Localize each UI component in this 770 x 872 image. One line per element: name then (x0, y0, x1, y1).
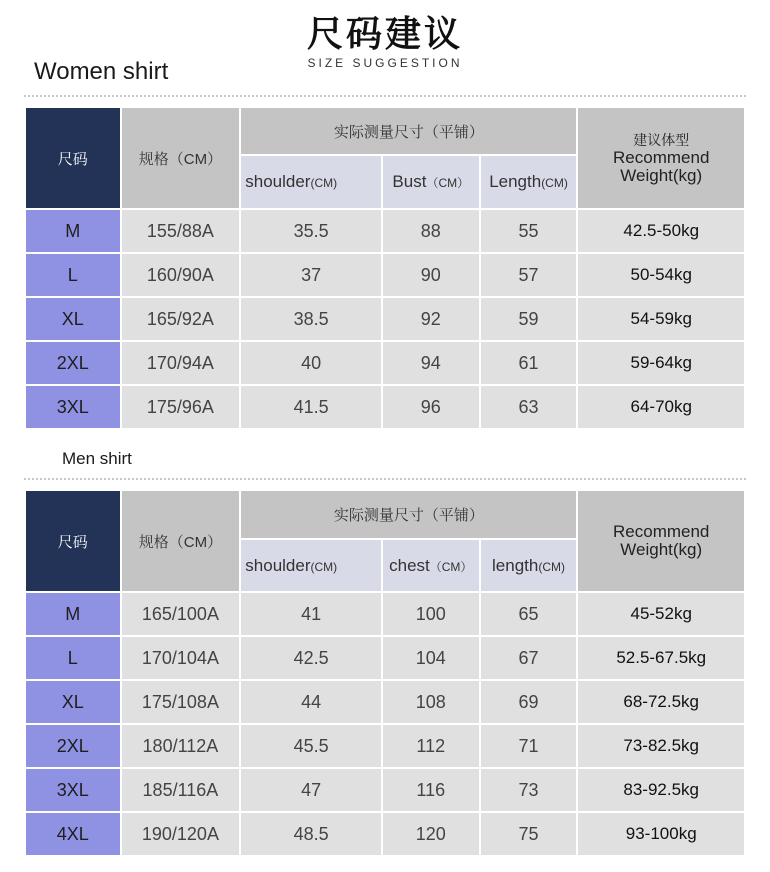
weight-cell: 59-64kg (578, 342, 744, 384)
spec-cell: 170/104A (122, 637, 240, 679)
men-section-label: Men shirt (62, 449, 132, 468)
spec-header: 规格（CM） (122, 491, 240, 591)
spec-cell: 185/116A (122, 769, 240, 811)
measure-header: 实际测量尺寸（平铺） (241, 491, 576, 538)
shoulder-cell: 41 (241, 593, 381, 635)
length-cell: 75 (481, 813, 577, 855)
bust-cell: 96 (383, 386, 479, 428)
shoulder-header: shoulder(CM) (241, 540, 381, 591)
length-cell: 63 (481, 386, 577, 428)
table-row (26, 210, 744, 252)
length-cell: 71 (481, 725, 577, 767)
divider (24, 478, 746, 480)
spec-cell: 165/92A (122, 298, 240, 340)
size-cell: M (26, 593, 120, 635)
size-cell: 3XL (26, 769, 120, 811)
women-section-label: Women shirt (34, 58, 169, 85)
shoulder-cell: 45.5 (241, 725, 381, 767)
size-cell: 2XL (26, 725, 120, 767)
weight-cell: 93-100kg (578, 813, 744, 855)
table-row (26, 298, 744, 340)
shoulder-cell: 44 (241, 681, 381, 723)
weight-header: Recommend Weight(kg) (578, 491, 744, 591)
weight-cell: 73-82.5kg (578, 725, 744, 767)
size-cell: 3XL (26, 386, 120, 428)
weight-cell: 45-52kg (578, 593, 744, 635)
spec-cell: 175/108A (122, 681, 240, 723)
chest-cell: 116 (383, 769, 479, 811)
weight-cell: 52.5-67.5kg (578, 637, 744, 679)
length-cell: 57 (481, 254, 577, 296)
chest-cell: 112 (383, 725, 479, 767)
page-title: 尺码建议 (306, 14, 463, 55)
length-cell: 65 (481, 593, 577, 635)
table-row (26, 681, 744, 723)
size-header: 尺码 (26, 108, 120, 208)
women-size-table (24, 106, 746, 430)
length-header: Length(CM) (481, 156, 577, 208)
length-cell: 59 (481, 298, 577, 340)
spec-cell: 165/100A (122, 593, 240, 635)
spec-cell: 155/88A (122, 210, 240, 252)
table-row (26, 813, 744, 855)
measure-header: 实际测量尺寸（平铺） (241, 108, 576, 154)
spec-cell: 175/96A (122, 386, 240, 428)
table-row (26, 593, 744, 635)
weight-cell: 83-92.5kg (578, 769, 744, 811)
shoulder-cell: 38.5 (241, 298, 381, 340)
size-cell: 2XL (26, 342, 120, 384)
bust-header: Bust（CM） (383, 156, 479, 208)
shoulder-cell: 35.5 (241, 210, 381, 252)
chest-cell: 100 (383, 593, 479, 635)
spec-cell: 160/90A (122, 254, 240, 296)
table-row (26, 769, 744, 811)
weight-header-en: Recommend Weight(kg) (613, 148, 710, 185)
length-header: length(CM) (481, 540, 577, 591)
spec-cell: 170/94A (122, 342, 240, 384)
size-cell: XL (26, 298, 120, 340)
size-cell: L (26, 254, 120, 296)
chest-cell: 120 (383, 813, 479, 855)
weight-header (578, 108, 744, 208)
bust-cell: 90 (383, 254, 479, 296)
size-cell: L (26, 637, 120, 679)
chest-header: chest（CM） (383, 540, 479, 591)
shoulder-cell: 48.5 (241, 813, 381, 855)
size-header: 尺码 (26, 491, 120, 591)
table-row (26, 725, 744, 767)
weight-cell: 54-59kg (578, 298, 744, 340)
chest-cell: 108 (383, 681, 479, 723)
shoulder-cell: 37 (241, 254, 381, 296)
size-cell: XL (26, 681, 120, 723)
weight-cell: 68-72.5kg (578, 681, 744, 723)
shoulder-cell: 47 (241, 769, 381, 811)
weight-cell: 64-70kg (578, 386, 744, 428)
table-row (26, 637, 744, 679)
length-cell: 55 (481, 210, 577, 252)
weight-cell: 42.5-50kg (578, 210, 744, 252)
bust-cell: 88 (383, 210, 479, 252)
table-row (26, 342, 744, 384)
weight-header-cn: 建议体型 (633, 132, 690, 148)
length-cell: 61 (481, 342, 577, 384)
length-cell: 67 (481, 637, 577, 679)
length-cell: 73 (481, 769, 577, 811)
spec-cell: 190/120A (122, 813, 240, 855)
shoulder-cell: 40 (241, 342, 381, 384)
bust-cell: 92 (383, 298, 479, 340)
bust-cell: 94 (383, 342, 479, 384)
spec-cell: 180/112A (122, 725, 240, 767)
divider (24, 95, 746, 97)
length-cell: 69 (481, 681, 577, 723)
table-row (26, 254, 744, 296)
weight-cell: 50-54kg (578, 254, 744, 296)
shoulder-cell: 42.5 (241, 637, 381, 679)
size-cell: M (26, 210, 120, 252)
men-size-table (24, 489, 746, 857)
shoulder-header: shoulder(CM) (241, 156, 381, 208)
page-subtitle: SIZE SUGGESTION (307, 56, 463, 70)
spec-header: 规格（CM） (122, 108, 240, 208)
shoulder-cell: 41.5 (241, 386, 381, 428)
chest-cell: 104 (383, 637, 479, 679)
table-row (26, 386, 744, 428)
size-cell: 4XL (26, 813, 120, 855)
